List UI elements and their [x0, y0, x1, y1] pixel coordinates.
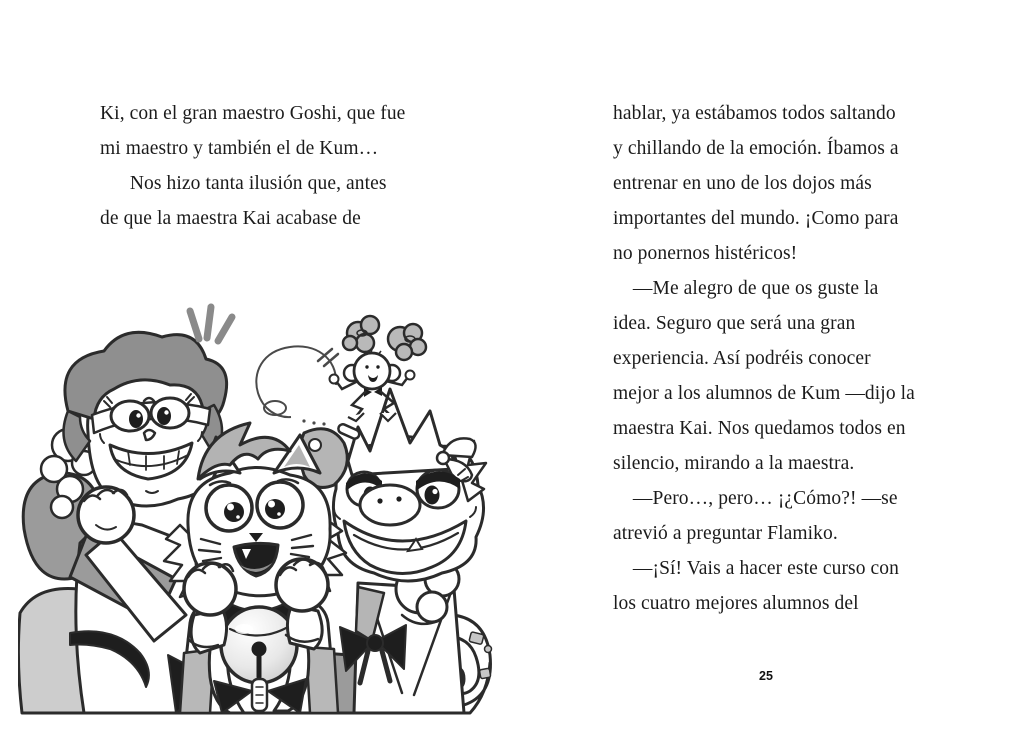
cat-bell [221, 607, 297, 683]
grandma-fist [78, 487, 134, 543]
cat-bow [214, 679, 306, 713]
page-number: 25 [759, 669, 773, 683]
story-illustration [18, 293, 500, 723]
emphasis-marks [190, 307, 232, 341]
dragon-muzzle [360, 485, 420, 525]
left-page-text: Ki, con el gran maestro Goshi, que fue mi maestro y también el de Kum… Nos hizo tanta ilusión que, antes de que la maestra Kai acabase de [100, 103, 406, 229]
right-page-text: hablar, ya estábamos todos saltando y chillando de la emoción. Íbamos a entrenar en uno de los dojos más importantes del mundo. ¡Como para no ponernos histéricos! —Me alegro de que os guste la idea. Seguro que será una gran experiencia. Así podréis conocer mejor a los alumnos de Kum —dijo la maestra Kai. Nos quedamos todos en silencio, mirando a la maestra. —Pero…, pero… ¡¿Cómo?! —se atrevió a preguntar Flamiko. —¡Sí! Vais a hacer este curso con los cuatro mejores alumnos del [613, 103, 915, 614]
flying-character [256, 316, 426, 426]
